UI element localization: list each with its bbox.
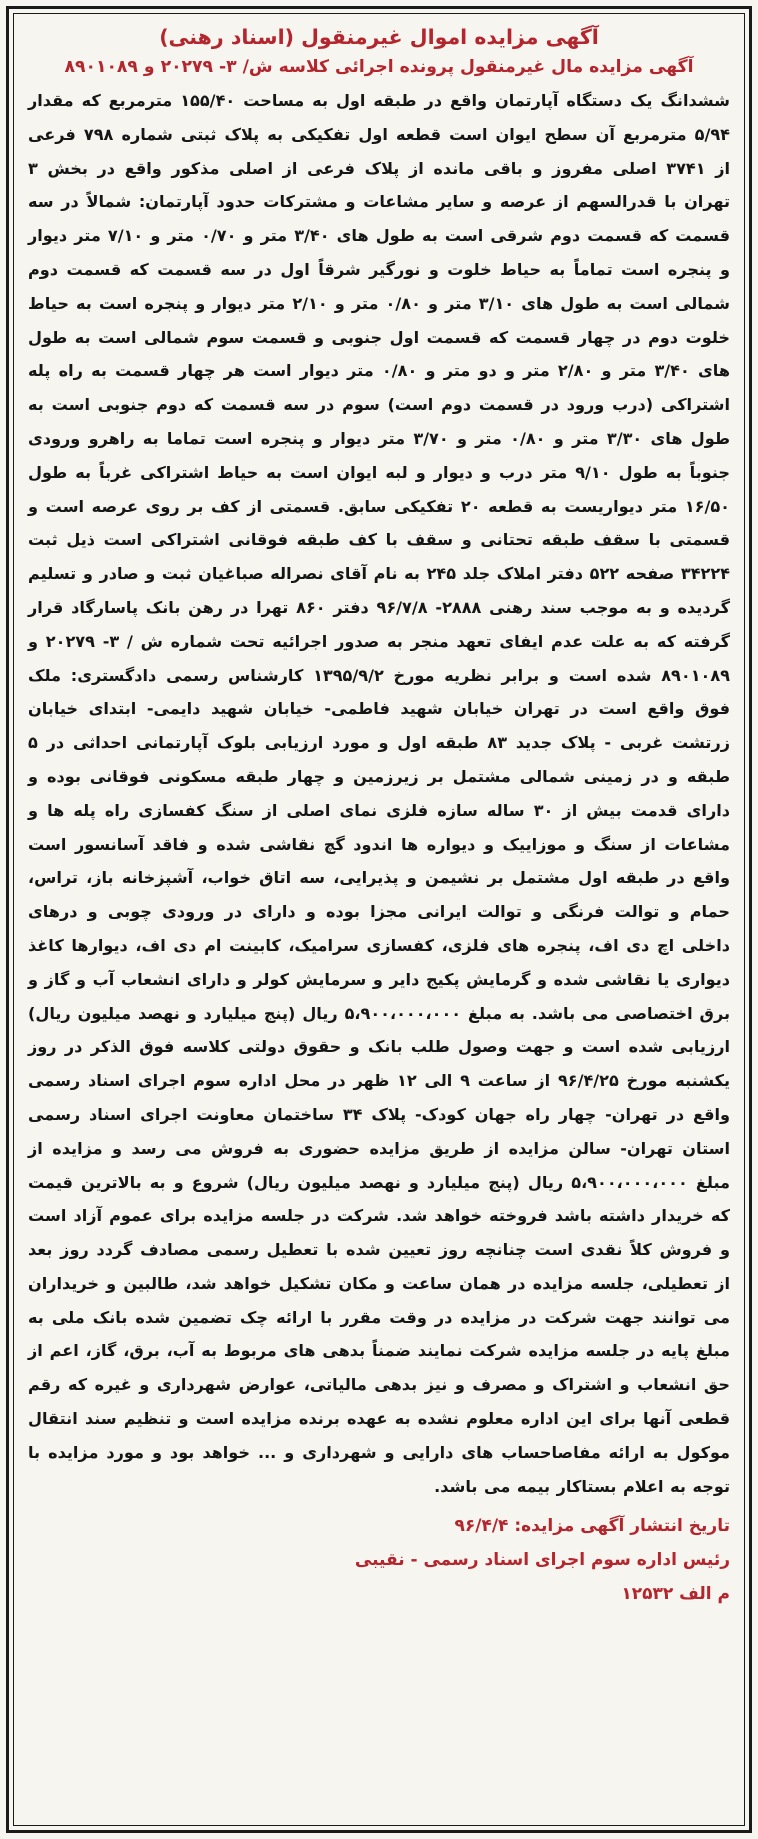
- notice-subtitle: آگهی مزایده مال غیرمنقول پرونده اجرائی کلاسه ش/ ۳- ۲۰۲۷۹ و ۸۹۰۱۰۸۹: [64, 57, 694, 77]
- notice-box: [13, 13, 745, 1826]
- notice-footer: [28, 1509, 730, 1611]
- publish-date: تاریخ انتشار آگهی مزایده: ۹۶/۴/۴: [454, 1516, 730, 1537]
- reference-number: م الف ۱۲۵۳۲: [621, 1584, 730, 1605]
- notice-title: آگهی مزایده اموال غیرمنقول (اسناد رهنی): [159, 25, 599, 49]
- signatory: رئیس اداره سوم اجرای اسناد رسمی - نقیبی: [354, 1550, 730, 1571]
- outer-border: [6, 6, 752, 1833]
- notice-body: ششدانگ یک دستگاه آپارتمان واقع در طبقه اول به مساحت ۱۵۵/۴۰ مترمربع که مقدار ۵/۹۴ مترمربع آن سطح ایوان است قطعه اول تفکیکی به پلاک ثبتی شماره ۷۹۸ فرعی از ۳۷۴۱ اصلی مفروز و باقی مانده از پلاک فرعی از اصلی مذکور واقع در بخش ۳ تهران با قدرالسهم از عرصه و سایر مشاعات و مشترکات حدود آپارتمان: شمالاً در سه قسمت که قسمت دوم شرقی است به طول های ۳/۴۰ متر و ۰/۷۰ متر و ۷/۱۰ متر دیوار و پنجره است تماماً به حیاط خلوت و نورگیر شرقاً اول در سه قسمت که قسمت دوم شمالی است به طول های ۳/۱۰ متر و ۰/۸۰ متر و ۲/۱۰ متر دیوار و پنجره است به حیاط خلوت دوم در چهار قسمت که قسمت اول جنوبی و قسمت سوم شمالی است به طول های ۳/۴۰ متر و ۲/۸۰ متر و دو متر و ۰/۸۰ متر دیوار است هر چهار قسمت به راه پله اشتراکی (درب ورود در قسمت دوم است) سوم در سه قسمت که دوم جنوبی است به طول های ۳/۳۰ متر و ۰/۸۰ متر و ۳/۷۰ متر دیوار و پنجره است تماما به راهرو ورودی جنوباً به طول ۹/۱۰ متر درب و دیوار و لبه ایوان است به حیاط اشتراکی غرباً به طول ۱۶/۵۰ متر دیواریست به قطعه ۲۰ تفکیکی سابق. قسمتی از کف بر روی عرصه است و قسمتی با سقف طبقه تحتانی و سقف با کف طبقه فوقانی اشتراکی است ذیل ثبت ۳۴۲۲۴ صفحه ۵۲۲ دفتر املاک جلد ۲۴۵ به نام آقای نصراله صباغیان ثبت و صادر و تسلیم گردیده و به موجب سند رهنی ۲۸۸۸- ۹۶/۷/۸ دفتر ۸۶۰ تهرا در رهن بانک پاسارگاد قرار گرفته که به علت عدم ایفای تعهد منجر به صدور اجرائیه تحت شماره ش / ۳- ۲۰۲۷۹ و ۸۹۰۱۰۸۹ شده است و برابر نظریه مورخ ۱۳۹۵/۹/۲ کارشناس رسمی دادگستری: ملک فوق واقع است در تهران خیابان شهید فاطمی- خیابان شهید دایمی- ابتدای خیابان زرتشت غربی - پلاک جدید ۸۳ طبقه اول و مورد ارزیابی بلوک آپارتمانی احداثی در ۵ طبقه و در زمینی شمالی مشتمل بر زیرزمین و چهار طبقه مسکونی فوقانی بوده و دارای قدمت بیش از ۳۰ ساله سازه فلزی نمای اصلی از سنگ کفسازی راه پله ها و مشاعات از سنگ و موزاییک و دیواره ها اندود گچ نقاشی شده و فاقد آسانسور است واقع در طبقه اول مشتمل بر نشیمن و پذیرایی، سه اتاق خواب، آشپزخانه باز، تراس، حمام و توالت فرنگی و توالت ایرانی مجزا بوده و دارای در ورودی چوبی و درهای داخلی اچ دی اف، پنجره های فلزی، کفسازی سرامیک، کابینت ام دی اف، دیوارها کاغذ دیواری یا نقاشی شده و گرمایش پکیج دایر و سرمایش کولر و دارای انشعاب آب و گاز و برق اختصاصی می باشد. به مبلغ ۵،۹۰۰،۰۰۰،۰۰۰ ریال (پنج میلیارد و نهصد میلیون ریال) ارزیابی شده است و جهت وصول طلب بانک و حقوق دولتی کلاسه فوق الذکر در روز یکشنبه مورخ ۹۶/۴/۲۵ از ساعت ۹ الی ۱۲ ظهر در محل اداره سوم اجرای اسناد رسمی واقع در تهران- چهار راه جهان کودک- پلاک ۳۴ ساختمان معاونت اجرای اسناد رسمی استان تهران- سالن مزایده از طریق مزایده حضوری به فروش می رسد و مزایده از مبلغ ۵،۹۰۰،۰۰۰،۰۰۰ ریال (پنج میلیارد و نهصد میلیون ریال) شروع و به بالاترین قیمت که خریدار داشته باشد فروخته خواهد شد. شرکت در جلسه مزایده برای عموم آزاد است و فروش کلاً نقدی است چنانچه روز تعیین شده با تعطیل رسمی مصادف گردد روز بعد از تعطیلی، جلسه مزایده در همان ساعت و مکان تشکیل خواهد شد، طالبین و خریداران می توانند جهت شرکت در مزایده در وقت مقرر با ارائه چک تضمین شده بانک ملی به مبلغ پایه در جلسه مزایده شرکت نمایند ضمناً بدهی های مربوط به آب، برق، گاز، اعم از حق انشعاب و اشتراک و مصرف و نیز بدهی مالیاتی، عوارض شهرداری و غیره که رقم قطعی آنها برای این اداره معلوم نشده به عهده برنده مزایده است و تنظیم سند انتقال موکول به ارائه مفاصاحساب های دارایی و شهرداری و ... خواهد بود و مورد مزایده با توجه به اعلام بستاکار بیمه می باشد.: [28, 91, 731, 1496]
